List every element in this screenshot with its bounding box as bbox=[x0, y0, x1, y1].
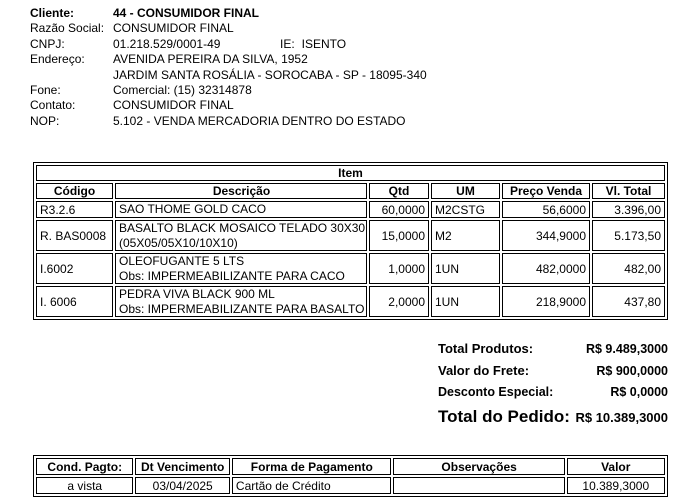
payment-cond-pagto: a vista bbox=[36, 477, 133, 494]
fone-value: Comercial: (15) 32314878 bbox=[113, 82, 252, 97]
col-header-preco-venda: Preço Venda bbox=[502, 183, 590, 199]
item-um: 1UN bbox=[431, 253, 500, 284]
payment-row bbox=[36, 477, 665, 494]
item-row bbox=[36, 201, 665, 218]
customer-line-nop bbox=[30, 114, 427, 129]
items-table bbox=[33, 162, 668, 320]
endereco-label-blank bbox=[30, 68, 113, 83]
item-um: 1UN bbox=[431, 286, 500, 317]
col-header-cond-pagto: Cond. Pagto: bbox=[36, 458, 133, 475]
item-descricao bbox=[115, 253, 367, 284]
item-row bbox=[36, 220, 665, 251]
customer-line-fone bbox=[30, 83, 427, 98]
cliente-value: 44 - CONSUMIDOR FINAL bbox=[113, 6, 260, 20]
valor-frete-value: R$ 900,0000 bbox=[596, 364, 668, 378]
valor-frete-label: Valor do Frete: bbox=[438, 363, 530, 378]
item-codigo: R3.2.6 bbox=[36, 201, 113, 218]
total-pedido-row bbox=[438, 407, 668, 427]
contato-label: Contato: bbox=[30, 98, 76, 113]
nop-label: NOP: bbox=[30, 113, 60, 128]
item-desc-line1: OLEOFUGANTE 5 LTS bbox=[119, 254, 245, 268]
customer-line-endereco2 bbox=[30, 68, 427, 83]
items-table-title-row bbox=[36, 165, 665, 181]
item-vl-total: 5.173,50 bbox=[592, 220, 665, 251]
item-qtd: 60,0000 bbox=[369, 201, 429, 218]
col-header-descricao: Descrição bbox=[115, 183, 367, 199]
item-preco-venda: 56,6000 bbox=[502, 201, 590, 218]
razao-social-label: Razão Social: bbox=[30, 21, 105, 36]
item-qtd: 2,0000 bbox=[369, 286, 429, 317]
cnpj-number: 01.218.529/0001-49 bbox=[113, 36, 221, 51]
payment-forma-pagamento: Cartão de Crédito bbox=[232, 477, 391, 494]
col-header-vl-total: Vl. Total bbox=[592, 183, 665, 199]
endereco-label: Endereço: bbox=[30, 52, 85, 67]
customer-line-contato bbox=[30, 98, 427, 113]
nop-value: 5.102 - VENDA MERCADORIA DENTRO DO ESTADO bbox=[113, 113, 406, 128]
total-pedido-value: R$ 10.389,3000 bbox=[575, 410, 668, 425]
item-preco-venda: 482,0000 bbox=[502, 253, 590, 284]
ie-group bbox=[280, 37, 346, 52]
col-header-valor: Valor bbox=[567, 458, 665, 475]
item-vl-total: 437,80 bbox=[592, 286, 665, 317]
total-produtos-label: Total Produtos: bbox=[438, 341, 534, 356]
item-row bbox=[36, 253, 665, 284]
cliente-label: Cliente: bbox=[30, 6, 75, 20]
payment-valor: 10.389,3000 bbox=[567, 477, 665, 494]
item-preco-venda: 218,9000 bbox=[502, 286, 590, 317]
item-qtd: 1,0000 bbox=[369, 253, 429, 284]
item-vl-total: 3.396,00 bbox=[592, 201, 665, 218]
totals-block bbox=[438, 341, 668, 427]
customer-line-razao-social bbox=[30, 21, 427, 36]
razao-social-value: CONSUMIDOR FINAL bbox=[113, 21, 234, 36]
valor-frete-row bbox=[438, 363, 668, 379]
items-table-title: Item bbox=[36, 165, 665, 181]
contato-value: CONSUMIDOR FINAL bbox=[113, 98, 234, 113]
payment-dt-vencimento: 03/04/2025 bbox=[135, 477, 229, 494]
item-preco-venda: 344,9000 bbox=[502, 220, 590, 251]
cnpj-value bbox=[113, 36, 347, 52]
col-header-forma-pagamento: Forma de Pagamento bbox=[232, 458, 391, 475]
item-desc-line2: Obs: IMPERMEABILIZANTE PARA CACO bbox=[119, 268, 345, 283]
col-header-codigo: Código bbox=[36, 183, 113, 199]
customer-info-block bbox=[30, 6, 427, 129]
total-pedido-label: Total do Pedido: bbox=[438, 407, 570, 426]
desconto-especial-label: Desconto Especial: bbox=[438, 385, 554, 399]
cnpj-label: CNPJ: bbox=[30, 36, 65, 51]
total-produtos-row bbox=[438, 341, 668, 357]
col-header-observacoes: Observações bbox=[393, 458, 565, 475]
endereco-value-line2: JARDIM SANTA ROSÁLIA - SOROCABA - SP - 18095-340 bbox=[113, 67, 427, 82]
item-um: M2 bbox=[431, 220, 500, 251]
desconto-especial-row bbox=[438, 385, 668, 401]
item-desc-line2: (05X05/05X10/10X10) bbox=[119, 235, 238, 250]
item-desc-line1: BASALTO BLACK MOSAICO TELADO 30X30 bbox=[119, 221, 366, 235]
fone-label: Fone: bbox=[30, 82, 61, 97]
endereco-value-line1: AVENIDA PEREIRA DA SILVA, 1952 bbox=[113, 52, 308, 67]
item-codigo: I.6002 bbox=[36, 253, 113, 284]
item-codigo: R. BAS0008 bbox=[36, 220, 113, 251]
total-produtos-value: R$ 9.489,3000 bbox=[585, 342, 668, 356]
item-qtd: 15,0000 bbox=[369, 220, 429, 251]
item-desc-line2: Obs: IMPERMEABILIZANTE PARA BASALTO bbox=[119, 301, 365, 316]
item-desc-line1: PEDRA VIVA BLACK 900 ML bbox=[119, 287, 275, 301]
payment-table-header-row bbox=[36, 458, 665, 475]
col-header-qtd: Qtd bbox=[369, 183, 429, 199]
item-descricao bbox=[115, 286, 367, 317]
col-header-dt-vencimento: Dt Vencimento bbox=[135, 458, 229, 475]
customer-line-endereco bbox=[30, 52, 427, 67]
items-table-header-row bbox=[36, 183, 665, 199]
item-um: M2CSTG bbox=[431, 201, 500, 218]
ie-label: IE: bbox=[280, 36, 295, 51]
item-desc-line1: SAO THOME GOLD CACO bbox=[119, 202, 267, 217]
item-row bbox=[36, 286, 665, 317]
item-codigo: I. 6006 bbox=[36, 286, 113, 317]
customer-line-cliente bbox=[30, 6, 427, 21]
col-header-um: UM bbox=[431, 183, 500, 199]
desconto-especial-value: R$ 0,0000 bbox=[610, 385, 668, 399]
customer-line-cnpj bbox=[30, 37, 427, 52]
item-descricao bbox=[115, 220, 367, 251]
item-vl-total: 482,00 bbox=[592, 253, 665, 284]
payment-observacoes bbox=[393, 477, 565, 494]
payment-table bbox=[33, 455, 668, 497]
ie-value: ISENTO bbox=[301, 36, 347, 51]
item-descricao bbox=[115, 201, 367, 218]
